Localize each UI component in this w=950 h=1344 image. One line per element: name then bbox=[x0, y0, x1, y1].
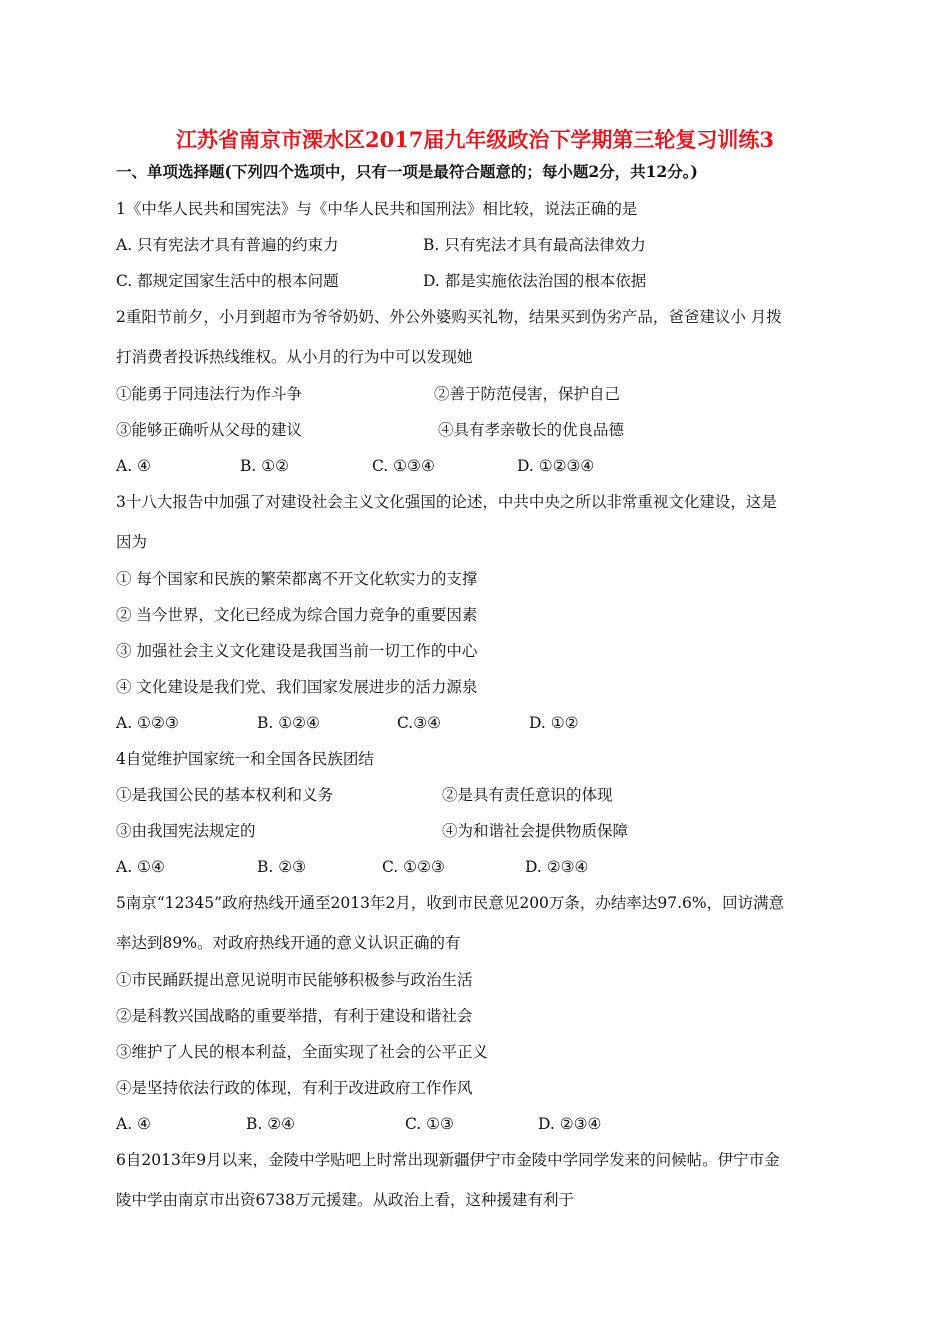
question-2-stem-line-2: 打消费者投诉热线维权。从小月的行为中可以发现她 bbox=[116, 348, 473, 366]
question-3-statement-1: ① 每个国家和民族的繁荣都离不开文化软实力的支撑 bbox=[116, 570, 478, 588]
question-2-statement-4: ④具有孝亲敬长的优良品德 bbox=[438, 421, 625, 439]
question-5-stem-line-1: 5南京“12345”政府热线开通至2013年2月，收到市民意见200万条，办结率达97.6%，回访满意 bbox=[116, 894, 785, 912]
question-4-statement-1: ①是我国公民的基本权利和义务 bbox=[116, 786, 334, 804]
question-5-option-a: A. ④ bbox=[116, 1115, 151, 1133]
question-3-statement-3: ③ 加强社会主义文化建设是我国当前一切工作的中心 bbox=[116, 642, 478, 660]
question-3-option-d: D. ①② bbox=[529, 714, 579, 732]
question-5-option-c: C. ①③ bbox=[405, 1115, 454, 1133]
question-4-statement-4: ④为和谐社会提供物质保障 bbox=[442, 822, 629, 840]
question-1-option-a: A. 只有宪法才具有普遍的约束力 bbox=[116, 236, 339, 254]
question-6-stem-line-2: 陵中学由南京市出资6738万元援建。从政治上看，这种援建有利于 bbox=[116, 1191, 574, 1209]
question-4-option-a: A. ①④ bbox=[116, 858, 165, 876]
question-2-option-b: B. ①② bbox=[240, 457, 290, 475]
question-4-statement-3: ③由我国宪法规定的 bbox=[116, 822, 256, 840]
question-2-statement-2: ②善于防范侵害，保护自己 bbox=[434, 385, 621, 403]
question-3-stem-line-2: 因为 bbox=[116, 533, 148, 551]
question-5-statement-4: ④是坚持依法行政的体现，有利于改进政府工作作风 bbox=[116, 1079, 473, 1097]
question-5-statement-2: ②是科教兴国战略的重要举措，有利于建设和谐社会 bbox=[116, 1007, 473, 1025]
question-5-option-b: B. ②④ bbox=[246, 1115, 296, 1133]
question-5-statement-1: ①市民踊跃提出意见说明市民能够积极参与政治生活 bbox=[116, 971, 473, 989]
question-3-stem-line-1: 3十八大报告中加强了对建设社会主义文化强国的论述，中共中央之所以非常重视文化建设，这是 bbox=[116, 493, 777, 511]
question-3-option-a: A. ①②③ bbox=[116, 714, 179, 732]
question-4-option-d: D. ②③④ bbox=[525, 858, 589, 876]
question-2-option-d: D. ①②③④ bbox=[517, 457, 595, 475]
question-4-option-c: C. ①②③ bbox=[382, 858, 445, 876]
question-4-statement-2: ②是具有责任意识的体现 bbox=[442, 786, 613, 804]
section-heading: 一、单项选择题(下列四个选项中，只有一项是最符合题意的；每小题2分，共12分。) bbox=[116, 162, 698, 181]
question-1-option-c: C. 都规定国家生活中的根本问题 bbox=[116, 272, 339, 290]
question-1-option-b: B. 只有宪法才具有最高法律效力 bbox=[423, 236, 646, 254]
question-2-option-a: A. ④ bbox=[116, 457, 151, 475]
question-4-stem: 4自觉维护国家统一和全国各民族团结 bbox=[116, 750, 374, 768]
question-3-statement-2: ② 当今世界，文化已经成为综合国力竞争的重要因素 bbox=[116, 606, 478, 624]
question-2-option-c: C. ①③④ bbox=[372, 457, 435, 475]
question-2-statement-3: ③能够正确听从父母的建议 bbox=[116, 421, 303, 439]
question-3-option-c: C.③④ bbox=[397, 714, 442, 732]
question-3-option-b: B. ①②④ bbox=[257, 714, 320, 732]
question-2-statement-1: ①能勇于同违法行为作斗争 bbox=[116, 385, 303, 403]
question-5-stem-line-2: 率达到89%。对政府热线开通的意义认识正确的有 bbox=[116, 934, 461, 952]
question-4-option-b: B. ②③ bbox=[257, 858, 307, 876]
question-5-statement-3: ③维护了人民的根本利益，全面实现了社会的公平正义 bbox=[116, 1043, 489, 1061]
question-3-statement-4: ④ 文化建设是我们党、我们国家发展进步的活力源泉 bbox=[116, 678, 478, 696]
question-1-option-d: D. 都是实施依法治国的根本依据 bbox=[423, 272, 647, 290]
question-6-stem-line-1: 6自2013年9月以来，金陵中学贴吧上时常出现新疆伊宁市金陵中学同学发来的问候帖。伊宁市金 bbox=[116, 1151, 780, 1169]
question-2-stem-line-1: 2重阳节前夕，小月到超市为爷爷奶奶、外公外婆购买礼物，结果买到伪劣产品，爸爸建议小 月拨 bbox=[116, 308, 782, 326]
question-1-stem: 1《中华人民共和国宪法》与《中华人民共和国刑法》相比较，说法正确的是 bbox=[116, 200, 638, 218]
page-title: 江苏省南京市溧水区2017届九年级政治下学期第三轮复习训练3 bbox=[175, 127, 775, 152]
question-5-option-d: D. ②③④ bbox=[538, 1115, 602, 1133]
